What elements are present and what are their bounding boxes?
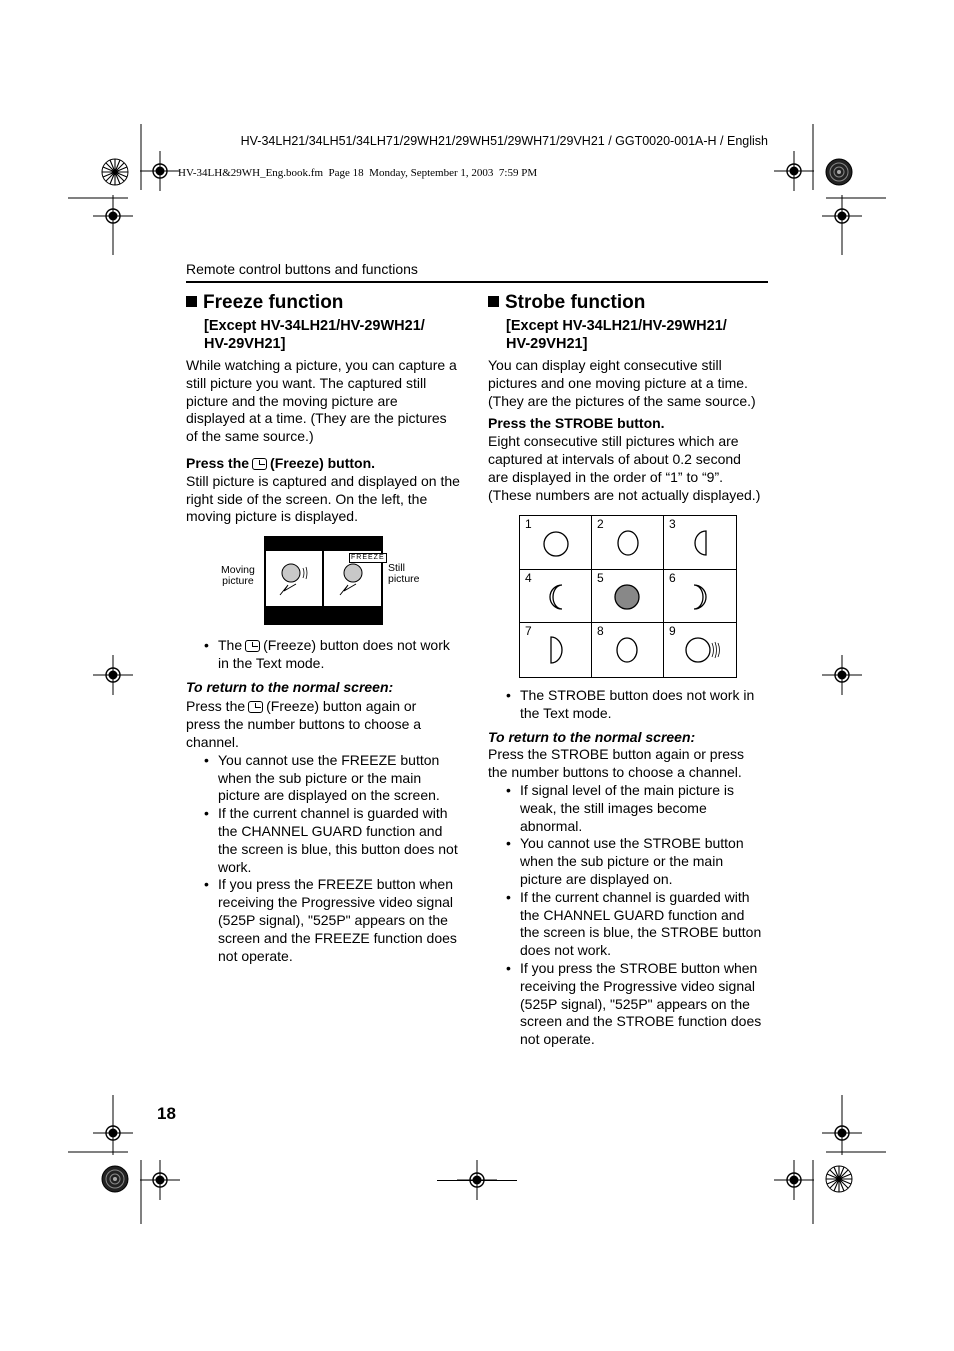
- list-item: • If the current channel is guarded with the CHANNEL GUARD function and the screen is blue, the STROBE button does not work.: [488, 889, 773, 960]
- strobe-intro: You can display eight consecutive still pictures and one moving picture at a time. (They are the pictures of the same source.): [488, 357, 756, 409]
- strobe-cell-7: 7: [520, 623, 592, 677]
- registration-mark-icon: [140, 151, 180, 191]
- section-title: Remote control buttons and functions: [186, 261, 418, 277]
- freeze-intro: While watching a picture, you can capture a still picture you want. The captured still picture and the moving picture are displayed at a time. (They are the pictures of the same source.): [186, 357, 457, 445]
- freeze-return-title: To return to the normal screen:: [186, 678, 394, 695]
- book-info-line: HV-34LH&29WH_Eng.book.fm Page 18 Monday, September 1, 2003 7:59 PM: [178, 167, 538, 179]
- strobe-grid: [519, 515, 737, 678]
- registration-mark-icon: [140, 1160, 180, 1200]
- strobe-cell-1: 1: [520, 516, 592, 570]
- registration-mark-icon: [822, 196, 862, 236]
- freeze-subtitle: [Except HV-34LH21/HV-29WH21/ HV-29VH21]: [204, 318, 425, 352]
- square-bullet-icon: [186, 296, 197, 307]
- list-item: • You cannot use the STROBE button when the sub picture or the main picture are displayed on.: [488, 835, 773, 888]
- strobe-cell-9: 9: [664, 623, 736, 677]
- color-target-icon: [101, 1165, 129, 1193]
- registration-mark-icon: [93, 655, 133, 695]
- moving-picture-label: Moving picture: [221, 564, 255, 587]
- registration-mark-icon: [93, 196, 133, 236]
- model-line: HV-34LH21/34LH51/34LH71/29WH21/29WH51/29WH71/29VH21 / GGT0020-001A-H / English: [240, 134, 768, 148]
- strobe-cell-2: 2: [592, 516, 664, 570]
- strobe-cell-4: 4: [520, 570, 592, 624]
- freeze-tag: FREEZE: [351, 554, 385, 561]
- registration-mark-icon: [774, 151, 814, 191]
- strobe-press-desc: Eight consecutive still pictures which are captured at intervals of about 0.2 second are displayed in the order of “1” to “9”. (These numbers are not actually displayed.): [488, 433, 761, 503]
- registration-mark-icon: [774, 1160, 814, 1200]
- freeze-bullets: [186, 752, 471, 966]
- registration-mark-icon: [93, 1113, 133, 1153]
- color-target-icon: [101, 158, 129, 186]
- list-item: • You cannot use the FREEZE button when the sub picture or the main picture are displayed on the screen.: [186, 752, 471, 805]
- freeze-notes: [186, 637, 471, 965]
- freeze-button-icon: [248, 701, 263, 713]
- list-item: • If you press the FREEZE button when receiving the Progressive video signal (525P signal), "525P" appears on the screen and the FREEZE function does not operate.: [186, 876, 471, 965]
- list-item: • If the current channel is guarded with the CHANNEL GUARD function and the screen is blue, this button does not work.: [186, 805, 471, 876]
- strobe-title: Strobe function: [488, 292, 773, 314]
- strobe-note-item: • The STROBE button does not work in the Text mode.: [488, 687, 773, 723]
- freeze-button-icon: [252, 458, 267, 470]
- registration-mark-icon: [822, 655, 862, 695]
- freeze-illustration: [264, 536, 383, 625]
- freeze-title: Freeze function: [186, 292, 466, 314]
- strobe-section: [488, 292, 773, 504]
- strobe-cell-6: 6: [664, 570, 736, 624]
- strobe-return-title: To return to the normal screen:: [488, 728, 696, 745]
- header-rule: [186, 281, 768, 283]
- freeze-section: [186, 292, 466, 526]
- strobe-cell-3: 3: [664, 516, 736, 570]
- registration-line: [437, 1180, 517, 1181]
- strobe-return-text: Press the STROBE button again or press the number buttons to choose a channel.: [488, 746, 745, 781]
- moving-ball-icon: [266, 551, 322, 606]
- color-target-icon: [825, 158, 853, 186]
- strobe-cell-5: 5: [592, 570, 664, 624]
- strobe-bullets: [488, 782, 773, 1049]
- strobe-subtitle: [Except HV-34LH21/HV-29WH21/ HV-29VH21]: [506, 318, 727, 352]
- registration-mark-icon: [822, 1113, 862, 1153]
- strobe-cell-8: 8: [592, 623, 664, 677]
- strobe-press-instruction: Press the STROBE button.: [488, 415, 665, 432]
- list-item: • If you press the STROBE button when receiving the Progressive video signal (525P signal), "525P" appears on the screen and the STROBE function does not operate.: [488, 960, 773, 1049]
- freeze-note-item: • The (Freeze) button does not work in the Text mode.: [186, 637, 471, 673]
- color-target-icon: [825, 1165, 853, 1193]
- freeze-return-text: Press the (Freeze) button again or press the number buttons to choose a channel.: [186, 698, 422, 750]
- still-picture-label: Still picture: [388, 562, 420, 585]
- strobe-notes: [488, 687, 773, 1049]
- freeze-press-desc: Still picture is captured and displayed on the right side of the screen. On the left, the moving picture is displayed.: [186, 472, 460, 525]
- page-number: 18: [157, 1104, 176, 1123]
- freeze-press-instruction: Press the (Freeze) button.: [186, 454, 376, 471]
- freeze-button-icon: [245, 640, 260, 652]
- square-bullet-icon: [488, 296, 499, 307]
- list-item: • If signal level of the main picture is weak, the still images become abnormal.: [488, 782, 773, 835]
